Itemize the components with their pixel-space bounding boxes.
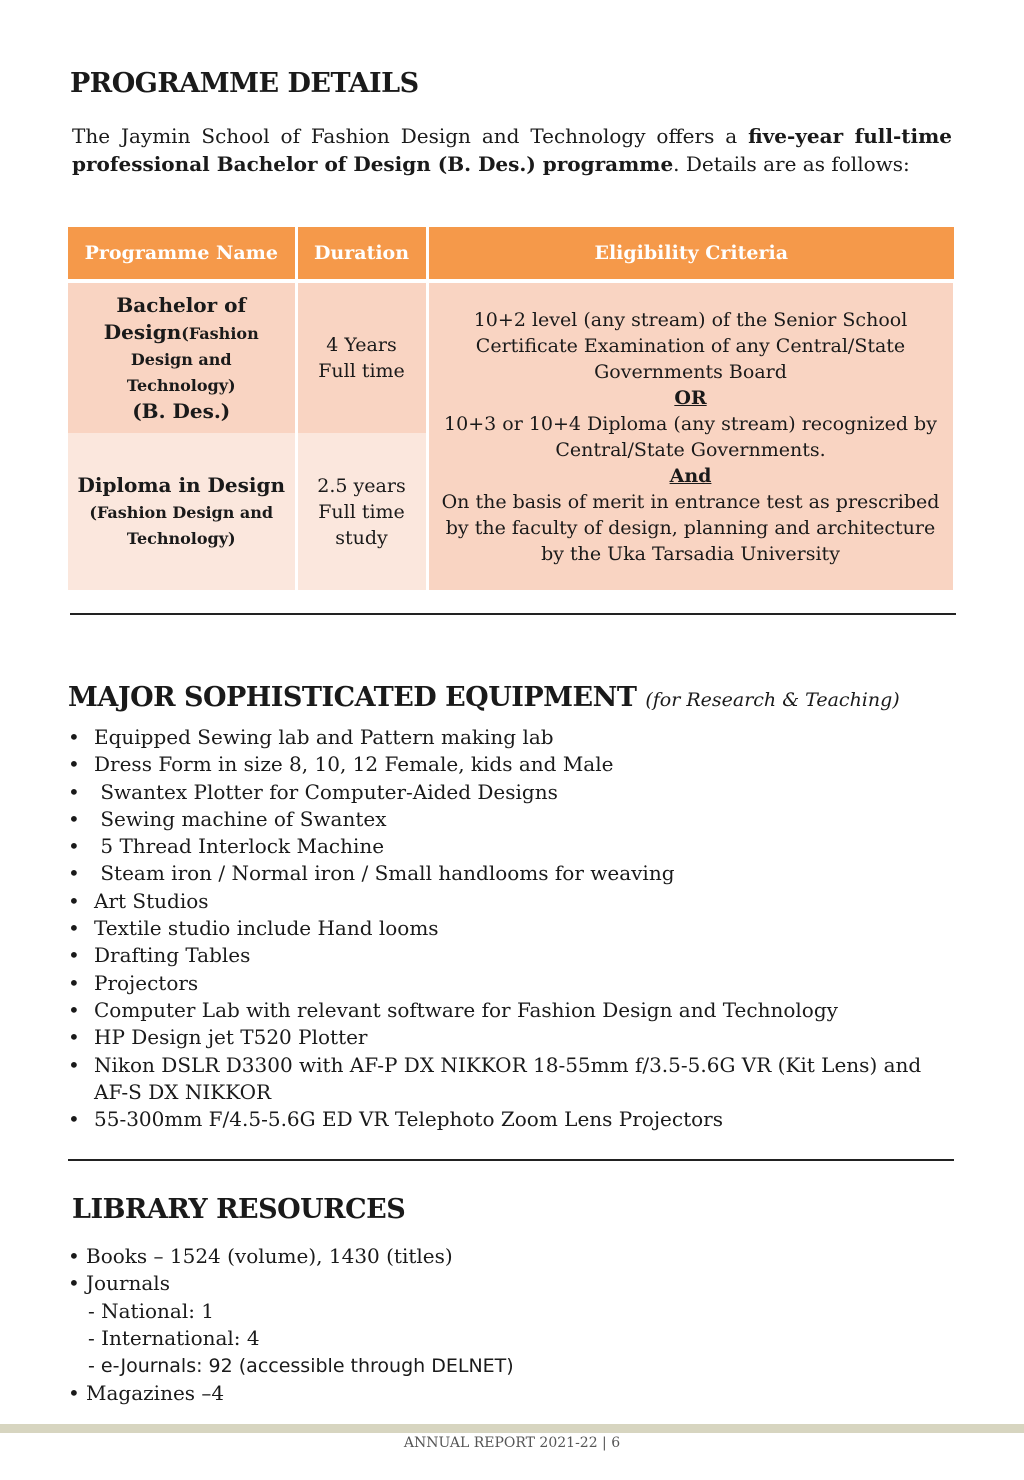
list-item: • Dress Form in size 8, 10, 12 Female, kids and Male: [68, 751, 948, 778]
library-journals-international: - International: 4: [88, 1326, 260, 1351]
list-item: • Steam iron / Normal iron / Small handlooms for weaving: [68, 860, 948, 887]
library-magazines: • Magazines –4: [68, 1380, 514, 1407]
programme-table: [68, 227, 956, 590]
list-item: • Nikon DSLR D3300 with AF-P DX NIKKOR 18-55mm f/3.5-5.6G VR (Kit Lens) and AF-S DX NIKKOR: [68, 1052, 948, 1107]
table-row: [68, 281, 954, 433]
programme-name-cell: Bachelor of Design(Fashion Design and Technology) (B. Des.): [68, 281, 296, 433]
header-programme-name: Programme Name: [68, 227, 296, 281]
equipment-list: [68, 724, 948, 1133]
list-item: • Computer Lab with relevant software for Fashion Design and Technology: [68, 997, 948, 1024]
equipment-heading: MAJOR SOPHISTICATED EQUIPMENT (for Research & Teaching): [68, 682, 900, 713]
list-item: • Projectors: [68, 970, 948, 997]
programme-heading: PROGRAMME DETAILS: [70, 68, 419, 99]
header-duration: Duration: [296, 227, 427, 281]
library-heading: LIBRARY RESOURCES: [72, 1194, 406, 1225]
library-ejournals: - e-Journals: 92 (accessible through DELNET): [88, 1354, 514, 1377]
equipment-subheading: (for Research & Teaching): [645, 689, 900, 711]
section-divider: [68, 1159, 954, 1161]
library-journals: • Journals: [68, 1270, 514, 1297]
duration-cell: 4 Years Full time: [296, 281, 427, 433]
library-journals-national: - National: 1: [88, 1298, 215, 1323]
library-list: [68, 1243, 514, 1407]
list-item: • Sewing machine of Swantex: [68, 806, 948, 833]
header-eligibility: Eligibility Criteria: [427, 227, 954, 281]
list-item: • Swantex Plotter for Computer-Aided Designs: [68, 779, 948, 806]
list-item: • Drafting Tables: [68, 942, 948, 969]
duration-cell: 2.5 years Full time study: [296, 433, 427, 590]
library-books: • Books – 1524 (volume), 1430 (titles): [68, 1243, 514, 1270]
list-item: • Art Studios: [68, 888, 948, 915]
footer-bar: [0, 1424, 1024, 1433]
section-divider: [70, 613, 956, 615]
programme-name-cell: Diploma in Design (Fashion Design and Technology): [68, 433, 296, 590]
list-item: • HP Design jet T520 Plotter: [68, 1024, 948, 1051]
footer-text: ANNUAL REPORT 2021-22 | 6: [403, 1435, 621, 1451]
table-header-row: [68, 227, 954, 281]
eligibility-cell: 10+2 level (any stream) of the Senior School Certificate Examination of any Central/State Governments Board OR 10+3 or 10+4 Diploma (any stream) recognized by Central/State Governments. And On the basis of merit in entrance test as prescribed by the faculty of design, planning and architecture by the Uka Tarsadia University: [427, 281, 954, 590]
programme-intro: The Jaymin School of Fashion Design and Technology offers a five-year full-time professional Bachelor of Design (B. Des.) programme. Details are as follows:: [72, 124, 953, 176]
list-item: • 55-300mm F/4.5-5.6G ED VR Telephoto Zoom Lens Projectors: [68, 1106, 948, 1133]
list-item: • Equipped Sewing lab and Pattern making lab: [68, 724, 948, 751]
list-item: • Textile studio include Hand looms: [68, 915, 948, 942]
list-item: • 5 Thread Interlock Machine: [68, 833, 948, 860]
